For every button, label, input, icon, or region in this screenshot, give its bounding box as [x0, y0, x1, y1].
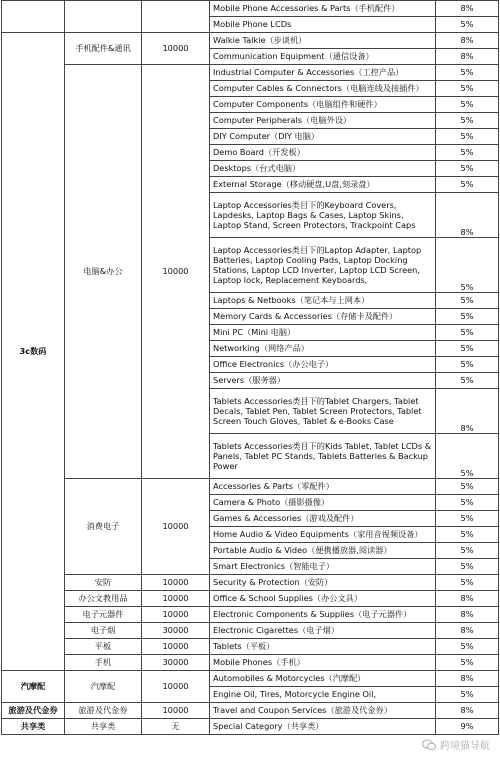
item-cell: Electronic Cigarettes（电子烟） [210, 623, 436, 639]
subcategory-cell: 电子元器件 [65, 607, 142, 623]
item-cell: Office & School Supplies（办公文具） [210, 591, 436, 607]
rate-cell: 5% [436, 434, 499, 479]
rate-cell: 5% [436, 293, 499, 309]
item-cell: Laptop Accessories类目下的Laptop Adapter, Laptop Batteries, Laptop Cooling Pads, Laptop Docking Stations, Laptop LCD Inverter, Laptop LCD Screen, Laptop lock, Replacement Keyboards, [210, 238, 436, 293]
watermark-text: 跨境猫导航 [440, 741, 490, 752]
rate-cell: 8% [436, 193, 499, 238]
rate-cell: 8% [436, 703, 499, 719]
table-row [2, 703, 499, 719]
rate-cell: 5% [436, 309, 499, 325]
rate-cell: 8% [436, 1, 499, 17]
rate-cell: 5% [436, 177, 499, 193]
category-cell: 3c数码 [2, 33, 65, 671]
item-cell: Industrial Computer & Accessories（工控产品） [210, 65, 436, 81]
item-cell: Walkie Talkie（步谈机） [210, 33, 436, 49]
table-row [2, 639, 499, 655]
rate-cell: 5% [436, 511, 499, 527]
rate-cell: 8% [436, 607, 499, 623]
watermark [422, 737, 490, 752]
rate-cell: 9% [436, 719, 499, 735]
deposit-cell: 10000 [142, 607, 210, 623]
subcategory-cell: 手机配件&通讯 [65, 33, 142, 65]
deposit-cell: 30000 [142, 655, 210, 671]
rate-cell: 8% [436, 591, 499, 607]
rate-cell: 5% [436, 357, 499, 373]
rate-cell: 5% [436, 161, 499, 177]
table-row [2, 591, 499, 607]
item-cell: Computer Components（电脑组件和硬件） [210, 97, 436, 113]
rate-cell: 5% [436, 145, 499, 161]
item-cell: Laptops & Netbooks（笔记本与上网本） [210, 293, 436, 309]
subcategory-cell: 电脑&办公 [65, 65, 142, 479]
category-cell [2, 1, 65, 33]
item-cell: Automobiles & Motorcycles（汽摩配） [210, 671, 436, 687]
chat-bubble-icon [422, 739, 436, 751]
item-cell: Servers（服务器） [210, 373, 436, 389]
rate-cell: 5% [436, 81, 499, 97]
table-row [2, 33, 499, 49]
item-cell: Tablets Accessories类目下的Tablet Chargers, Tablet Decals, Tablet Pen, Tablet Screen Protectors, Tablet Screen Touch Gloves, Tablet & e-Books Case [210, 389, 436, 434]
rate-cell: 5% [436, 559, 499, 575]
deposit-cell: 30000 [142, 623, 210, 639]
commission-table [1, 0, 499, 735]
item-cell: Mobile Phone LCDs [210, 17, 436, 33]
deposit-cell: 10000 [142, 575, 210, 591]
rate-cell: 5% [436, 129, 499, 145]
item-cell: Engine Oil, Tires, Motorcycle Engine Oil, [210, 687, 436, 703]
rate-cell: 8% [436, 33, 499, 49]
item-cell: Office Electronics（办公电子） [210, 357, 436, 373]
rate-cell: 5% [436, 373, 499, 389]
item-cell: Smart Electronics（智能电子） [210, 559, 436, 575]
rate-cell: 8% [436, 623, 499, 639]
item-cell: Security & Protection（安防） [210, 575, 436, 591]
category-cell: 汽摩配 [2, 671, 65, 703]
rate-cell: 5% [436, 65, 499, 81]
deposit-cell: 10000 [142, 703, 210, 719]
table-row [2, 479, 499, 495]
rate-cell: 5% [436, 543, 499, 559]
subcategory-cell: 办公文教用品 [65, 591, 142, 607]
deposit-cell: 10000 [142, 591, 210, 607]
rate-cell: 5% [436, 687, 499, 703]
table-row [2, 607, 499, 623]
table-row [2, 65, 499, 81]
item-cell: Demo Board（开发板） [210, 145, 436, 161]
rate-cell: 8% [436, 49, 499, 65]
rate-cell: 5% [436, 17, 499, 33]
item-cell: Mobile Phones（手机） [210, 655, 436, 671]
rate-cell: 5% [436, 527, 499, 543]
subcategory-cell: 共享类 [65, 719, 142, 735]
rate-cell: 5% [436, 341, 499, 357]
subcategory-cell: 安防 [65, 575, 142, 591]
item-cell: Memory Cards & Accessories（存储卡及配件） [210, 309, 436, 325]
rate-cell: 5% [436, 113, 499, 129]
table-row [2, 719, 499, 735]
table-row [2, 1, 499, 17]
table-row [2, 623, 499, 639]
item-cell: Mini PC（Mini 电脑） [210, 325, 436, 341]
item-cell: Communication Equipment（通信设备） [210, 49, 436, 65]
subcategory-cell: 电子烟 [65, 623, 142, 639]
subcategory-cell: 汽摩配 [65, 671, 142, 703]
deposit-cell: 10000 [142, 479, 210, 575]
subcategory-cell: 消费电子 [65, 479, 142, 575]
deposit-cell: 10000 [142, 671, 210, 703]
item-cell: Travel and Coupon Services（旅游及代金券） [210, 703, 436, 719]
deposit-cell: 10000 [142, 639, 210, 655]
item-cell: Home Audio & Video Equipments（家用音视频设备） [210, 527, 436, 543]
table-row [2, 671, 499, 687]
deposit-cell: 无 [142, 719, 210, 735]
item-cell: Computer Peripherals（电脑外设） [210, 113, 436, 129]
subcategory-cell [65, 1, 142, 33]
item-cell: Tablets Accessories类目下的Kids Tablet, Tablet LCDs & Panels, Tablet PC Stands, Tablets Batteries & Backup Power [210, 434, 436, 479]
item-cell: Special Category（共享类） [210, 719, 436, 735]
rate-cell: 5% [436, 97, 499, 113]
rate-cell: 5% [436, 639, 499, 655]
deposit-cell: 10000 [142, 65, 210, 479]
item-cell: Camera & Photo（摄影摄像） [210, 495, 436, 511]
rate-cell: 5% [436, 238, 499, 293]
item-cell: Accessories & Parts（零配件） [210, 479, 436, 495]
subcategory-cell: 平板 [65, 639, 142, 655]
table-row [2, 575, 499, 591]
item-cell: Electronic Components & Supplies（电子元器件） [210, 607, 436, 623]
item-cell: Networking（网络产品） [210, 341, 436, 357]
subcategory-cell: 旅游及代金券 [65, 703, 142, 719]
rate-cell: 5% [436, 325, 499, 341]
item-cell: Computer Cables & Connectors（电脑连线及接插件） [210, 81, 436, 97]
rate-cell: 5% [436, 495, 499, 511]
deposit-cell [142, 1, 210, 33]
rate-cell: 5% [436, 575, 499, 591]
item-cell: Tablets（平板） [210, 639, 436, 655]
table-row [2, 655, 499, 671]
item-cell: Mobile Phone Accessories & Parts（手机配件） [210, 1, 436, 17]
item-cell: Portable Audio & Video（便携播放器,阅读器） [210, 543, 436, 559]
category-cell: 旅游及代金券 [2, 703, 65, 719]
item-cell: External Storage（移动硬盘,U盘,刻录盘） [210, 177, 436, 193]
item-cell: Games & Accessories（游戏及配件） [210, 511, 436, 527]
rate-cell: 8% [436, 389, 499, 434]
item-cell: Laptop Accessories类目下的Keyboard Covers, Lapdesks, Laptop Bags & Cases, Laptop Skins, Laptop Stand, Screen Protectors, Trackpoint Caps [210, 193, 436, 238]
rate-cell: 5% [436, 655, 499, 671]
rate-cell: 8% [436, 671, 499, 687]
subcategory-cell: 手机 [65, 655, 142, 671]
category-cell: 共享类 [2, 719, 65, 735]
item-cell: Desktops（台式电脑） [210, 161, 436, 177]
deposit-cell: 10000 [142, 33, 210, 65]
item-cell: DIY Computer（DIY 电脑） [210, 129, 436, 145]
rate-cell: 5% [436, 479, 499, 495]
